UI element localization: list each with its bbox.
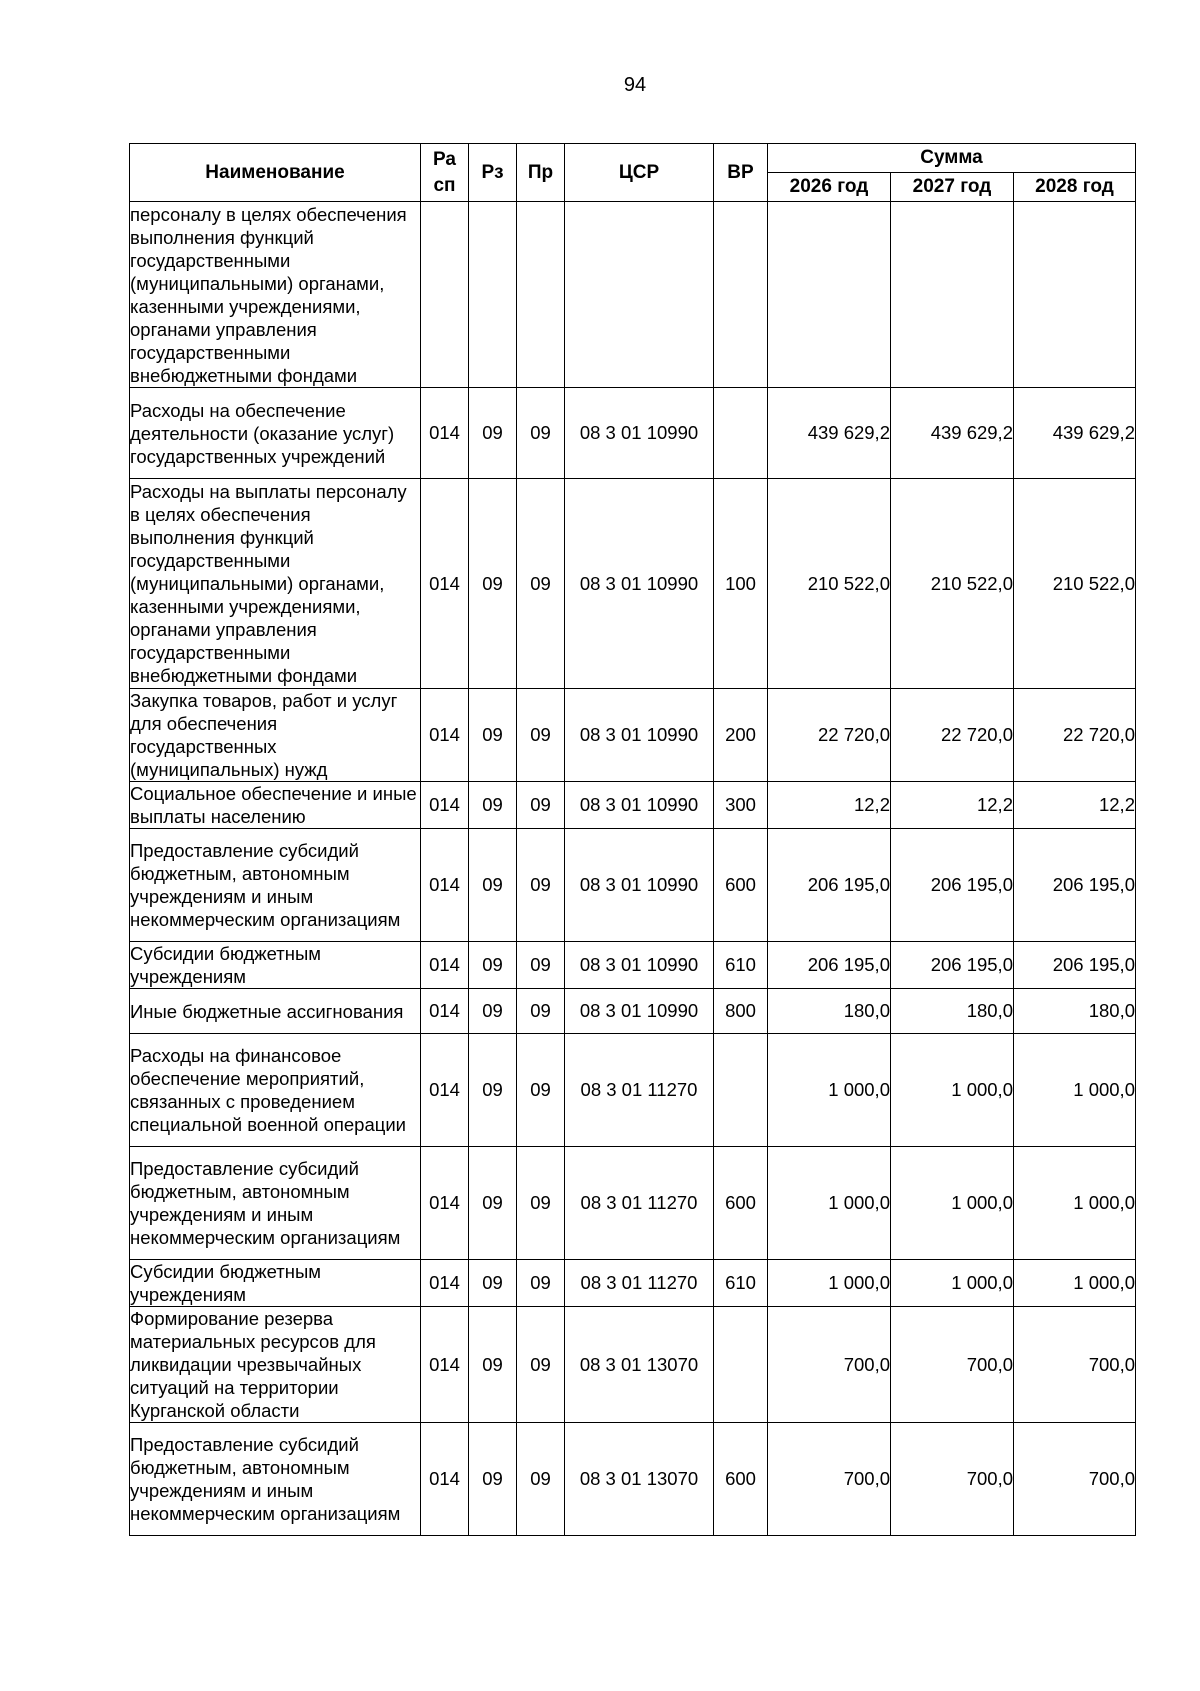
table-cell-pr — [517, 202, 565, 388]
table-cell-csr: 08 3 01 11270 — [565, 1034, 714, 1147]
table-row — [130, 1147, 1136, 1260]
table-cell-pr: 09 — [517, 989, 565, 1034]
table-cell-name: Субсидии бюджетным учреждениям — [130, 1260, 421, 1307]
table-cell-vr: 600 — [714, 1147, 768, 1260]
table-cell-pr: 09 — [517, 1147, 565, 1260]
table-cell-pr: 09 — [517, 829, 565, 942]
table-cell-pr: 09 — [517, 479, 565, 689]
header-rz: Рз — [469, 144, 517, 202]
table-cell-rz: 09 — [469, 388, 517, 479]
table-cell-pr: 09 — [517, 689, 565, 782]
table-cell-rz: 09 — [469, 1260, 517, 1307]
table-cell-2028: 180,0 — [1014, 989, 1136, 1034]
header-year-2027: 2027 год — [891, 173, 1014, 202]
table-cell-csr: 08 3 01 10990 — [565, 829, 714, 942]
table-cell-2026: 22 720,0 — [768, 689, 891, 782]
table-cell-name: Расходы на финансовое обеспечение мероприятий, связанных с проведением специальной военной операции — [130, 1034, 421, 1147]
table-cell-pr: 09 — [517, 1260, 565, 1307]
table-cell-vr: 200 — [714, 689, 768, 782]
table-cell-rz: 09 — [469, 782, 517, 829]
table-cell-2026: 206 195,0 — [768, 942, 891, 989]
table-cell-pr: 09 — [517, 942, 565, 989]
table-cell-2026: 206 195,0 — [768, 829, 891, 942]
table-cell-rz: 09 — [469, 1307, 517, 1423]
header-csr: ЦСР — [565, 144, 714, 202]
header-rasp: Ра сп — [421, 144, 469, 202]
table-cell-csr: 08 3 01 11270 — [565, 1260, 714, 1307]
table-cell-2027 — [891, 202, 1014, 388]
table-cell-rasp: 014 — [421, 388, 469, 479]
page-number: 94 — [623, 74, 647, 96]
table-cell-2028: 1 000,0 — [1014, 1260, 1136, 1307]
table-cell-vr: 100 — [714, 479, 768, 689]
header-vr: ВР — [714, 144, 768, 202]
table-cell-csr: 08 3 01 10990 — [565, 782, 714, 829]
table-cell-2028: 700,0 — [1014, 1307, 1136, 1423]
table-cell-rasp: 014 — [421, 1307, 469, 1423]
table-row — [130, 1260, 1136, 1307]
table-cell-2028: 700,0 — [1014, 1423, 1136, 1536]
table-row — [130, 829, 1136, 942]
table-row — [130, 1307, 1136, 1423]
table-cell-vr — [714, 202, 768, 388]
table-cell-2027: 700,0 — [891, 1307, 1014, 1423]
header-year-2026: 2026 год — [768, 173, 891, 202]
table-cell-rasp: 014 — [421, 942, 469, 989]
table-cell-rz: 09 — [469, 829, 517, 942]
table-cell-2027: 206 195,0 — [891, 942, 1014, 989]
table-cell-2026 — [768, 202, 891, 388]
table-cell-rz: 09 — [469, 1034, 517, 1147]
table-cell-pr: 09 — [517, 1307, 565, 1423]
table-cell-rz: 09 — [469, 479, 517, 689]
table-cell-vr: 610 — [714, 1260, 768, 1307]
table-cell-rz — [469, 202, 517, 388]
table-cell-2027: 180,0 — [891, 989, 1014, 1034]
table-cell-rasp: 014 — [421, 1260, 469, 1307]
table-cell-vr: 300 — [714, 782, 768, 829]
header-year-2028: 2028 год — [1014, 173, 1136, 202]
table-cell-name: Предоставление субсидий бюджетным, автономным учреждениям и иным некоммерческим организациям — [130, 1423, 421, 1536]
table-cell-2026: 180,0 — [768, 989, 891, 1034]
budget-table — [129, 143, 1136, 1536]
table-cell-rz: 09 — [469, 989, 517, 1034]
table-cell-2027: 206 195,0 — [891, 829, 1014, 942]
table-cell-name: персоналу в целях обеспечения выполнения функций государственными (муниципальными) органами, казенными учреждениями, органами управления государственными внебюджетными фондами — [130, 202, 421, 388]
table-cell-csr: 08 3 01 13070 — [565, 1423, 714, 1536]
table-cell-name: Предоставление субсидий бюджетным, автономным учреждениям и иным некоммерческим организациям — [130, 829, 421, 942]
table-cell-2026: 1 000,0 — [768, 1147, 891, 1260]
table-cell-2028: 1 000,0 — [1014, 1147, 1136, 1260]
table-cell-2028: 1 000,0 — [1014, 1034, 1136, 1147]
table-cell-name: Расходы на выплаты персоналу в целях обеспечения выполнения функций государственными (муниципальными) органами, казенными учреждениями, органами управления государственными внебюджетными фондами — [130, 479, 421, 689]
table-cell-2026: 439 629,2 — [768, 388, 891, 479]
table-row — [130, 202, 1136, 388]
table-cell-pr: 09 — [517, 388, 565, 479]
table-cell-rz: 09 — [469, 689, 517, 782]
table-row — [130, 689, 1136, 782]
table-cell-csr: 08 3 01 10990 — [565, 689, 714, 782]
table-cell-2028: 12,2 — [1014, 782, 1136, 829]
table-cell-2026: 1 000,0 — [768, 1260, 891, 1307]
table-row — [130, 782, 1136, 829]
table-cell-2027: 210 522,0 — [891, 479, 1014, 689]
table-row — [130, 1034, 1136, 1147]
table-cell-vr — [714, 388, 768, 479]
table-cell-rz: 09 — [469, 1423, 517, 1536]
table-cell-2027: 22 720,0 — [891, 689, 1014, 782]
table-cell-2026: 700,0 — [768, 1423, 891, 1536]
table-cell-vr — [714, 1034, 768, 1147]
table-cell-2028 — [1014, 202, 1136, 388]
table-cell-rasp: 014 — [421, 829, 469, 942]
table-cell-csr — [565, 202, 714, 388]
table-cell-name: Социальное обеспечение и иные выплаты населению — [130, 782, 421, 829]
table-row — [130, 942, 1136, 989]
table-cell-name: Расходы на обеспечение деятельности (оказание услуг) государственных учреждений — [130, 388, 421, 479]
table-cell-vr: 800 — [714, 989, 768, 1034]
table-cell-rasp: 014 — [421, 479, 469, 689]
table-cell-pr: 09 — [517, 782, 565, 829]
table-cell-2028: 206 195,0 — [1014, 829, 1136, 942]
table-cell-2028: 210 522,0 — [1014, 479, 1136, 689]
table-cell-csr: 08 3 01 10990 — [565, 388, 714, 479]
table-cell-rasp: 014 — [421, 989, 469, 1034]
header-name: Наименование — [130, 144, 421, 202]
table-row — [130, 388, 1136, 479]
table-cell-2027: 12,2 — [891, 782, 1014, 829]
table-cell-2027: 1 000,0 — [891, 1260, 1014, 1307]
table-cell-pr: 09 — [517, 1034, 565, 1147]
table-cell-2028: 22 720,0 — [1014, 689, 1136, 782]
table-cell-2027: 1 000,0 — [891, 1034, 1014, 1147]
table-cell-name: Иные бюджетные ассигнования — [130, 989, 421, 1034]
table-cell-vr — [714, 1307, 768, 1423]
table-cell-vr: 600 — [714, 1423, 768, 1536]
table-cell-rasp — [421, 202, 469, 388]
table-cell-rz: 09 — [469, 1147, 517, 1260]
table-cell-pr: 09 — [517, 1423, 565, 1536]
table-cell-csr: 08 3 01 13070 — [565, 1307, 714, 1423]
table-cell-name: Предоставление субсидий бюджетным, автономным учреждениям и иным некоммерческим организациям — [130, 1147, 421, 1260]
table-cell-rasp: 014 — [421, 689, 469, 782]
table-cell-csr: 08 3 01 11270 — [565, 1147, 714, 1260]
table-row — [130, 479, 1136, 689]
table-cell-rasp: 014 — [421, 782, 469, 829]
table-cell-name: Субсидии бюджетным учреждениям — [130, 942, 421, 989]
table-cell-name: Формирование резерва материальных ресурсов для ликвидации чрезвычайных ситуаций на территории Курганской области — [130, 1307, 421, 1423]
table-cell-2026: 1 000,0 — [768, 1034, 891, 1147]
table-cell-rasp: 014 — [421, 1423, 469, 1536]
table-cell-csr: 08 3 01 10990 — [565, 479, 714, 689]
header-summa: Сумма — [768, 144, 1136, 173]
table-cell-2027: 439 629,2 — [891, 388, 1014, 479]
table-cell-2028: 439 629,2 — [1014, 388, 1136, 479]
table-cell-2027: 700,0 — [891, 1423, 1014, 1536]
table-cell-2026: 210 522,0 — [768, 479, 891, 689]
table-cell-2027: 1 000,0 — [891, 1147, 1014, 1260]
table-cell-2026: 700,0 — [768, 1307, 891, 1423]
table-cell-rz: 09 — [469, 942, 517, 989]
header-pr: Пр — [517, 144, 565, 202]
table-cell-2028: 206 195,0 — [1014, 942, 1136, 989]
table-row — [130, 1423, 1136, 1536]
table-cell-name: Закупка товаров, работ и услуг для обеспечения государственных (муниципальных) нужд — [130, 689, 421, 782]
table-row — [130, 989, 1136, 1034]
table-cell-csr: 08 3 01 10990 — [565, 989, 714, 1034]
table-cell-2026: 12,2 — [768, 782, 891, 829]
table-cell-rasp: 014 — [421, 1034, 469, 1147]
table-cell-rasp: 014 — [421, 1147, 469, 1260]
table-cell-vr: 610 — [714, 942, 768, 989]
table-cell-vr: 600 — [714, 829, 768, 942]
table-cell-csr: 08 3 01 10990 — [565, 942, 714, 989]
